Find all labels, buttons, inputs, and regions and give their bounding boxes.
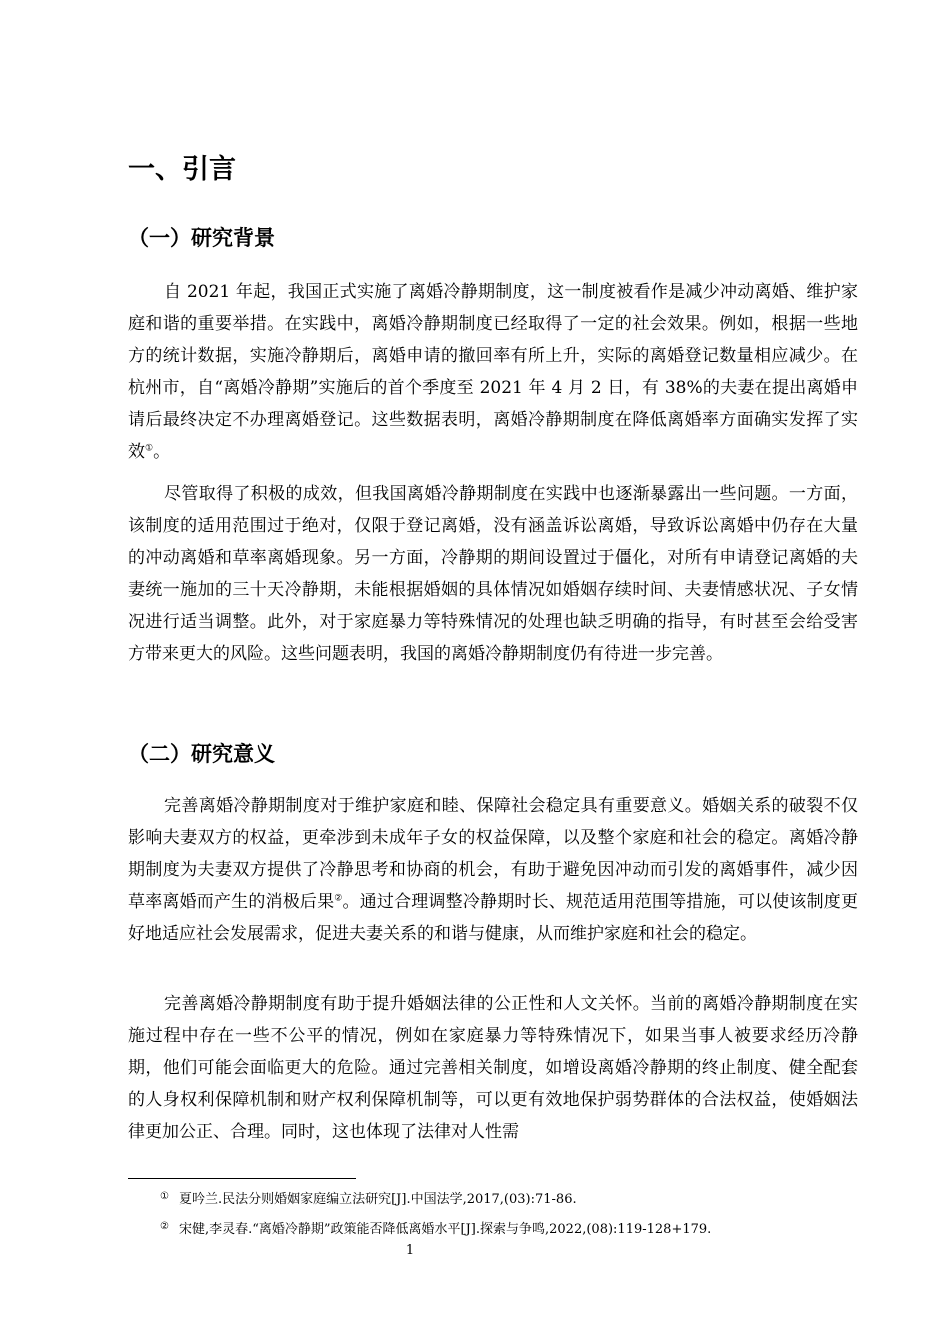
paragraph-text: 自 2021 年起，我国正式实施了离婚冷静期制度，这一制度被看作是减少冲动离婚、维护家庭和谐的重要举措。在实践中，离婚冷静期制度已经取得了一定的社会效果。例如，根据一些地方的统计数据，实施冷静期后，离婚申请的撤回率有所上升，实际的离婚登记数量相应减少。在杭州市，自“离婚冷静期”实施后的首个季度至 2021 年 4 月 2 日，有 38%的夫妻在提出离婚申请后最终决定不办理离婚登记。这些数据表明，离婚冷静期制度在降低离婚率方面确实发挥了实效 <box>128 282 858 462</box>
page-number: 1 <box>405 1243 415 1258</box>
paragraph-background-1 <box>128 276 858 468</box>
footnote-2 <box>160 1220 860 1241</box>
footnote-text: 夏吟兰.民法分则婚姻家庭编立法研究[J].中国法学,2017,(03):71-86. <box>178 1192 577 1207</box>
paragraph-text-end: 。通过合理调整冷静期时长、规范适用范围等措施，可以使该制度更好地适应社会发展需求，促进夫妻关系的和谐与健康，从而维护家庭和社会的稳定。 <box>128 892 858 944</box>
footnote-separator <box>128 1178 356 1179</box>
footnote-1 <box>160 1190 860 1211</box>
section-heading-significance: （二）研究意义 <box>128 742 275 766</box>
footnote-ref-1[interactable]: ① <box>145 443 154 454</box>
section-heading-background: （一）研究背景 <box>128 226 275 250</box>
paragraph-background-2: 尽管取得了积极的成效，但我国离婚冷静期制度在实践中也逐渐暴露出一些问题。一方面，该制度的适用范围过于绝对，仅限于登记离婚，没有涵盖诉讼离婚，导致诉讼离婚中仍存在大量的冲动离婚和草率离婚现象。另一方面，冷静期的期间设置过于僵化，对所有申请登记离婚的夫妻统一施加的三十天冷静期，未能根据婚姻的具体情况如婚姻存续时间、夫妻情感状况、子女情况进行适当调整。此外，对于家庭暴力等特殊情况的处理也缺乏明确的指导，有时甚至会给受害方带来更大的风险。这些问题表明，我国的离婚冷静期制度仍有待进一步完善。 <box>128 484 858 664</box>
footnote-ref-2[interactable]: ② <box>334 893 343 904</box>
paragraph-significance-1 <box>128 790 858 950</box>
paragraph-text: 完善离婚冷静期制度对于维护家庭和睦、保障社会稳定具有重要意义。婚姻关系的破裂不仅影响夫妻双方的权益，更牵涉到未成年子女的权益保障，以及整个家庭和社会的稳定。离婚冷静期制度为夫妻双方提供了冷静思考和协商的机会，有助于避免因冲动而引发的离婚事件，减少因草率离婚而产生的消极后果 <box>128 796 858 912</box>
footnote-marker: ② <box>160 1221 169 1232</box>
footnote-marker: ① <box>160 1191 169 1202</box>
paragraph-significance-2: 完善离婚冷静期制度有助于提升婚姻法律的公正性和人文关怀。当前的离婚冷静期制度在实施过程中存在一些不公平的情况，例如在家庭暴力等特殊情况下，如果当事人被要求经历冷静期，他们可能会面临更大的危险。通过完善相关制度，如增设离婚冷静期的终止制度、健全配套的人身权利保障机制和财产权利保障机制等，可以更有效地保护弱势群体的合法权益，使婚姻法律更加公正、合理。同时，这也体现了法律对人性需 <box>128 994 858 1142</box>
chapter-heading: 一、引言 <box>128 154 236 185</box>
paragraph-text-end: 。 <box>153 442 171 462</box>
footnote-text: 宋健,李灵春.“离婚冷静期”政策能否降低离婚水平[J].探索与争鸣,2022,(08):119-128+179. <box>178 1222 712 1237</box>
